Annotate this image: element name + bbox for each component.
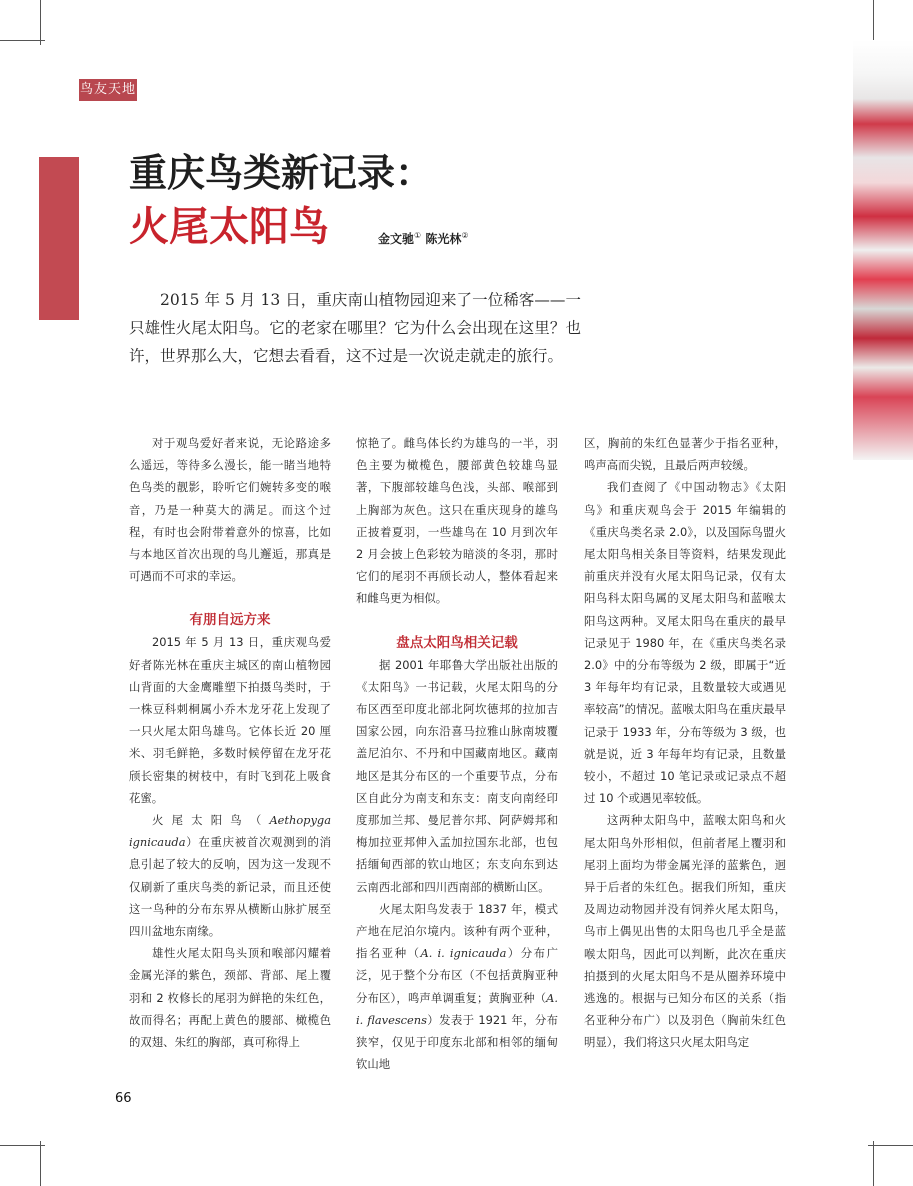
bird-photo-strip <box>853 40 913 460</box>
crop-mark <box>0 40 45 41</box>
paragraph: 这两种太阳鸟中，蓝喉太阳鸟和火尾太阳鸟外形相似，但前者尾上覆羽和尾羽上面均为带金属光泽的蓝紫色，迥异于后者的朱红色。据我们所知，重庆及周边动物园并没有饲养火尾太阳鸟，鸟市上偶见出售的太阳鸟也几乎全是蓝喉太阳鸟，因此可以判断，此次在重庆拍摄到的火尾太阳鸟不是从圈养环境中逃逸的。根据与已知分布区的关系（指名亚种分布广）以及羽色（胸前朱红色明显），我们将这只火尾太阳鸟定 <box>584 813 786 1050</box>
author-name: 陈光林 <box>425 232 462 246</box>
section-heading: 有朋自远方来 <box>189 612 271 629</box>
paragraph <box>129 809 331 942</box>
lead-paragraph: 2015 年 5 月 13 日，重庆南山植物园迎来了一位稀客——一只雄性火尾太阳鸟。它的老家在哪里？它为什么会出现在这里？也许，世界那么大，它想去看看，这不过是一次说走就走的旅行。 <box>129 291 581 365</box>
text-column-3 <box>584 432 786 1054</box>
text-span: 火尾太阳鸟发表于 1837 年，模式产地在尼泊尔境内。该种有两个亚种，指名亚种（ <box>356 901 558 961</box>
title-accent-bar <box>39 157 79 320</box>
paragraph: 2015 年 5 月 13 日，重庆观鸟爱好者陈光林在重庆主城区的南山植物园山背面的大金鹰雕塑下拍摄鸟类时，于一株豆科刺桐属小乔木龙牙花上发现了一只火尾太阳鸟雄鸟。它体长近 20 厘米、羽毛鲜艳，多数时候停留在龙牙花颀长密集的树枝中，有时飞到花上吸食花蜜。 <box>129 635 331 805</box>
article-title-line2: 火尾太阳鸟 <box>129 204 329 250</box>
crop-mark <box>873 1141 874 1186</box>
author-mark: ① <box>414 231 422 240</box>
latin-name: A. i. flavescens <box>356 990 558 1027</box>
paragraph: 区，胸前的朱红色显著少于指名亚种，鸣声高而尖锐，且最后两声较缓。 <box>584 436 786 473</box>
section-tag: 鸟友天地 <box>79 79 137 101</box>
text-span: ）在重庆被首次观测到的消息引起了较大的反响，因为这一发现不仅刷新了重庆鸟类的新记录，而且还使这一鸟种的分布东界从横断山脉扩展至四川盆地东南缘。 <box>129 835 331 939</box>
crop-mark <box>0 1145 45 1146</box>
paragraph: 对于观鸟爱好者来说，无论路途多么遥远，等待多么漫长，能一睹当地特色鸟类的靓影，聆听它们婉转多变的喉音，乃是一种莫大的满足。而这个过程，有时也会附带着意外的惊喜，比如与本地区首次出现的鸟儿邂逅，那真是可遇而不可求的幸运。 <box>129 436 331 584</box>
text-column-2 <box>356 432 558 1075</box>
paragraph <box>356 898 558 1076</box>
authors <box>378 230 469 247</box>
page-number: 66 <box>115 1091 132 1106</box>
paragraph: 惊艳了。雌鸟体长约为雄鸟的一半，羽色主要为橄榄色，腰部黄色较雄鸟显著，下腹部较雄鸟色浅，头部、喉部到上胸部为灰色。这只在重庆现身的雄鸟正披着夏羽，一些雄鸟在 10 月到次年 2 月会披上色彩较为暗淡的冬羽，那时它们的尾羽不再颀长动人，整体看起来和雌鸟更为相似。 <box>356 436 558 606</box>
latin-name: Aethopyga ignicauda <box>129 813 331 850</box>
author-name: 金文驰 <box>378 232 415 246</box>
section-heading: 盘点太阳鸟相关记载 <box>396 634 518 651</box>
text-column-1 <box>129 432 331 1053</box>
latin-name: A. i. ignicauda <box>420 946 507 961</box>
crop-mark <box>40 0 41 45</box>
crop-mark <box>868 1145 913 1146</box>
text-span: ）分布广泛，见于整个分布区（不包括黄胸亚种分布区），鸣声单调重复；黄胸亚种（ <box>356 946 558 1005</box>
author-mark: ② <box>461 231 469 240</box>
text-span: 火尾太阳鸟（ <box>152 813 270 828</box>
crop-mark <box>873 0 874 45</box>
article-title-line1: 重庆鸟类新记录： <box>129 151 434 195</box>
crop-mark <box>40 1141 41 1186</box>
paragraph: 据 2001 年耶鲁大学出版社出版的《太阳鸟》一书记载，火尾太阳鸟的分布区西至印度北部北阿坎德邦的拉加吉国家公园，向东沿喜马拉雅山脉南坡覆盖尼泊尔、不丹和中国藏南地区。藏南地区是其分布区的一个重要节点，分布区自此分为南支和东支：南支向南经印度那加兰邦、曼尼普尔邦、阿萨姆邦和梅加拉亚邦伸入孟加拉国东北部，也包括缅甸西部的钦山地区；东支向东到达云南西北部和四川西南部的横断山区。 <box>356 657 558 894</box>
text-span: ）发表于 1921 年，分布狭窄，仅见于印度东北部和相邻的缅甸钦山地 <box>356 1012 558 1072</box>
paragraph: 我们查阅了《中国动物志》《太阳鸟》和重庆观鸟会于 2015 年编辑的《重庆鸟类名录 2.0》，以及国际鸟盟火尾太阳鸟相关条目等资料，结果发现此前重庆并没有火尾太阳鸟记录，仅有太阳鸟科太阳鸟属的叉尾太阳鸟和蓝喉太阳鸟这两种。叉尾太阳鸟在重庆的最早记录见于 1980 年，在《重庆鸟类名录 2.0》中的分布等级为 2 级，即属于“近 3 年每年均有记录，且数量较大或遇见率较高”的情况。蓝喉太阳鸟在重庆最早记录于 1933 年，分布等级为 3 级，也就是说，近 3 年每年均有记录，且数量较小，不超过 10 笔记录或记录点不超过 10 个或遇见率较低。 <box>584 480 786 806</box>
paragraph: 雄性火尾太阳鸟头顶和喉部闪耀着金属光泽的紫色，颈部、背部、尾上覆羽和 2 枚修长的尾羽为鲜艳的朱红色，故而得名；再配上黄色的腰部、橄榄色的双翅、朱红的胸部，真可称得上 <box>129 946 331 1050</box>
